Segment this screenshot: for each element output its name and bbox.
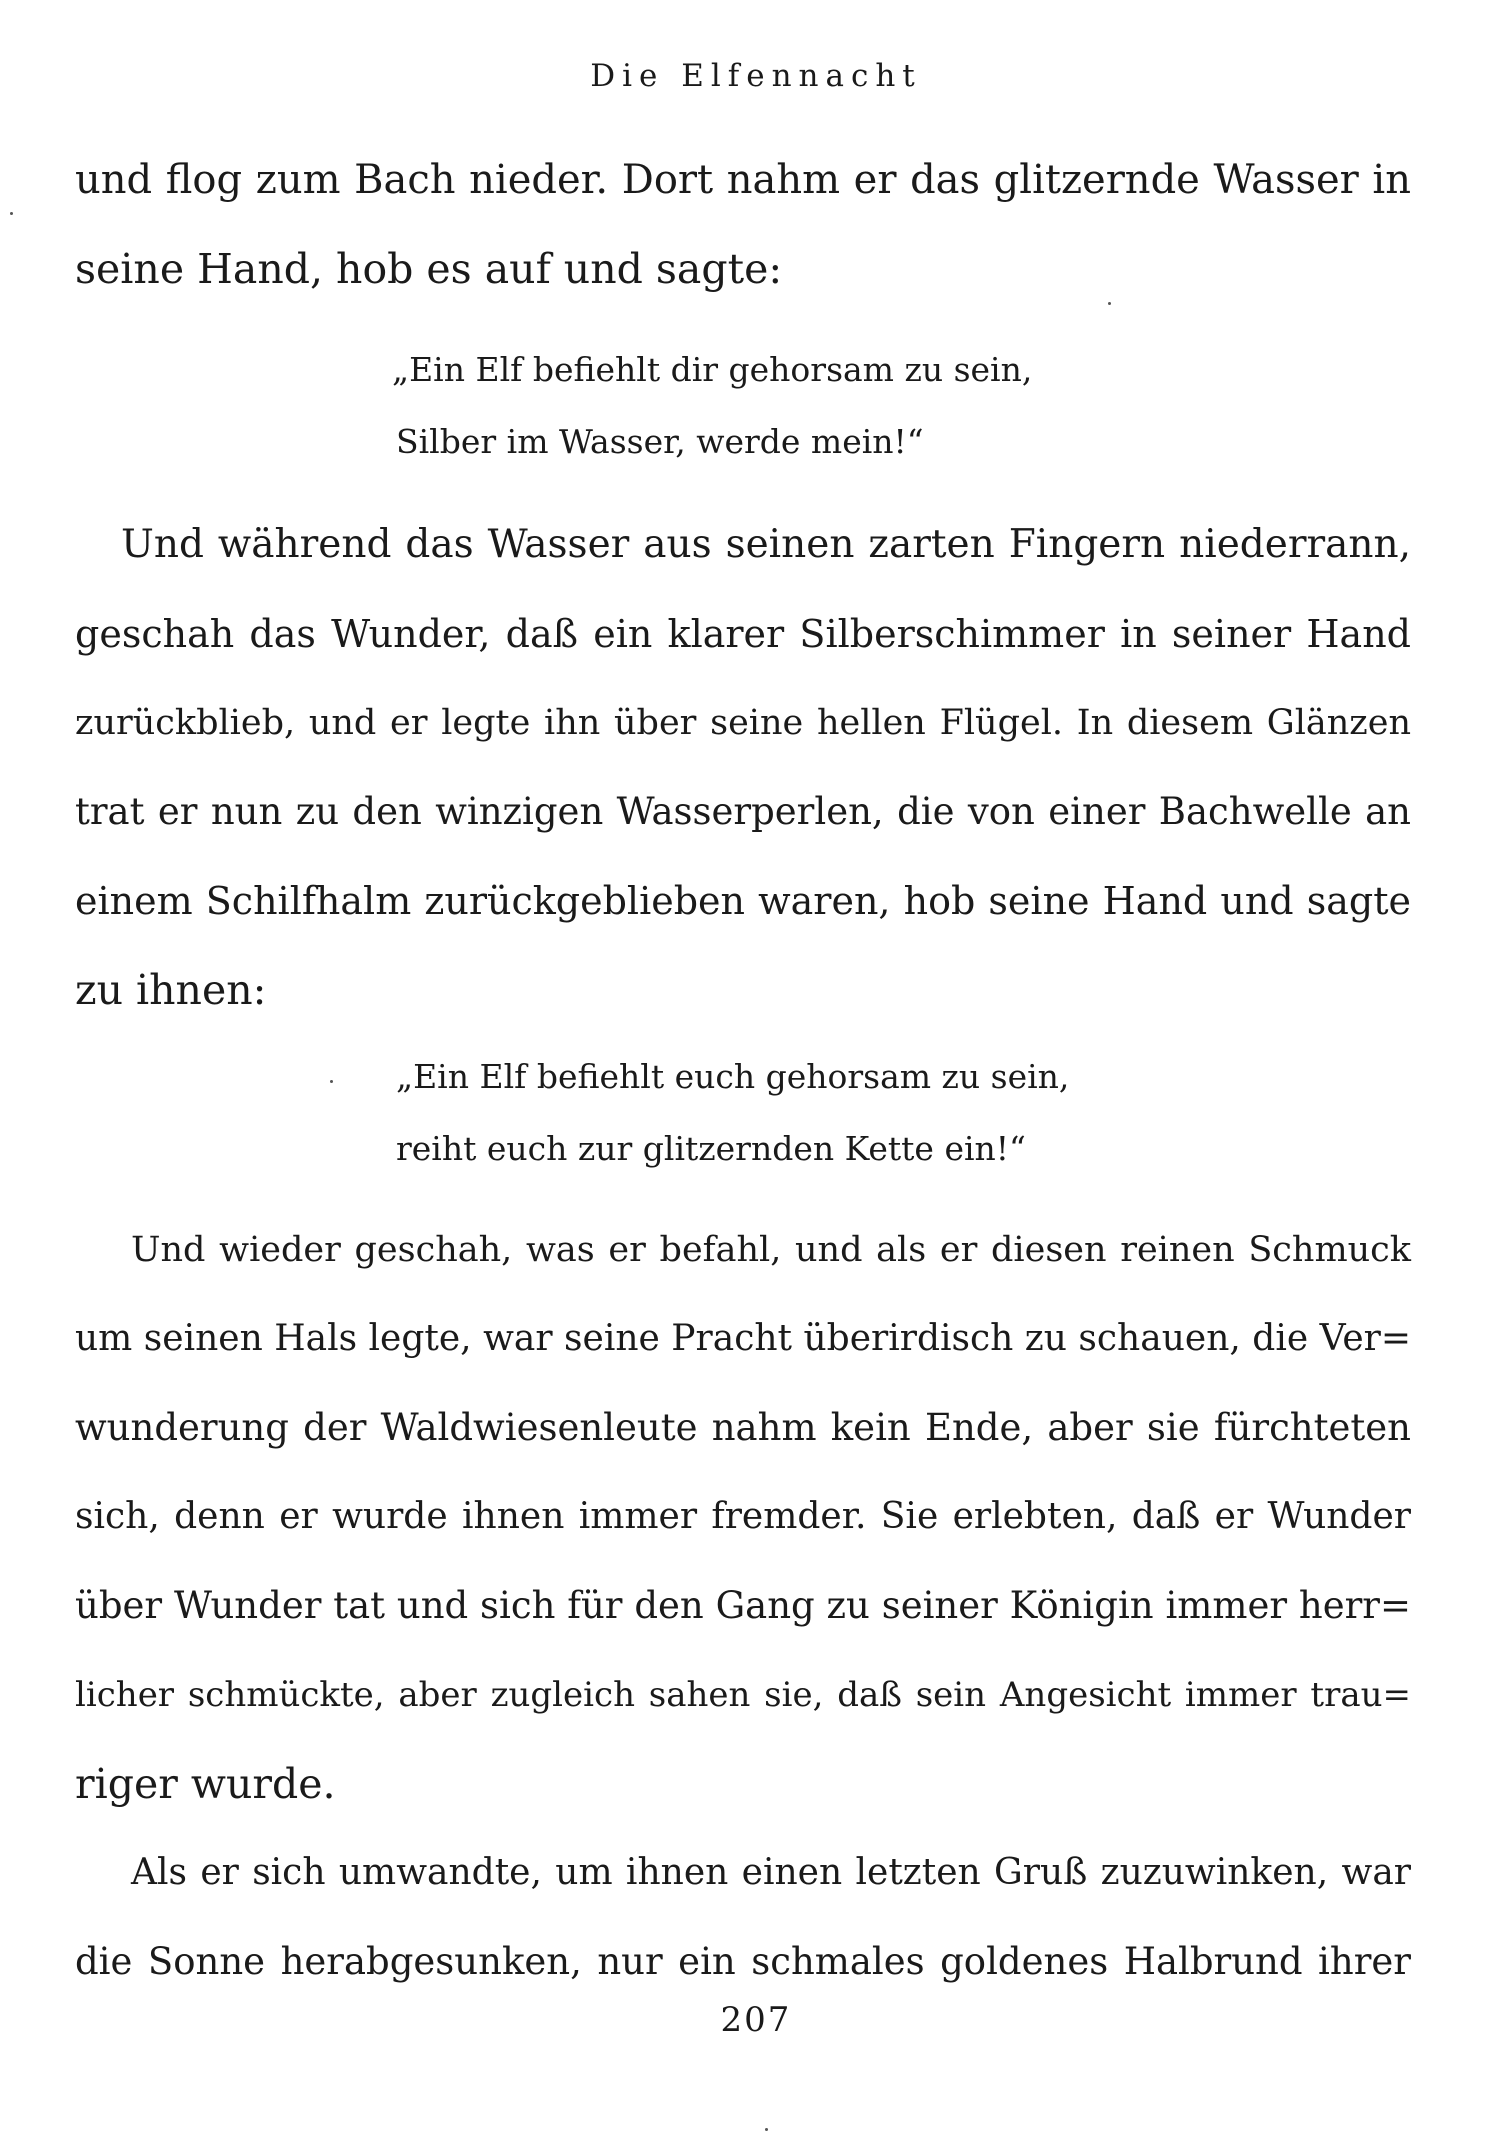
- text-line: zu ihnen:: [75, 966, 267, 1014]
- text-line: geschah das Wunder, daß ein klarer Silberschimmer in seiner Hand: [75, 612, 1411, 656]
- scan-speck: [10, 212, 13, 215]
- text-line: die Sonne herabgesunken, nur ein schmales goldenes Halbrund ihrer: [75, 1940, 1411, 1983]
- text-line: riger wurde.: [75, 1760, 336, 1808]
- text-line: einem Schilfhalm zurückgeblieben waren, hob seine Hand und sagte: [75, 879, 1411, 923]
- text-line: seine Hand, hob es auf und sagte:: [75, 245, 783, 293]
- scan-speck: [1108, 302, 1111, 305]
- text-line: und flog zum Bach nieder. Dort nahm er das glitzernde Wasser in: [75, 157, 1411, 203]
- page-number: 207: [720, 2000, 792, 2040]
- scan-speck: [330, 1080, 333, 1083]
- text-line: Als er sich umwandte, um ihnen einen letzten Gruß zuzuwinken, war: [131, 1852, 1411, 1893]
- text-line: sich, denn er wurde ihnen immer fremder. Sie erlebten, daß er Wunder: [75, 1496, 1411, 1537]
- verse-line: „Ein Elf befiehlt euch gehorsam zu sein,: [396, 1057, 1070, 1096]
- text-line: licher schmückte, aber zugleich sahen sie, daß sein Angesicht immer trau=: [75, 1675, 1411, 1715]
- scan-speck: [765, 2128, 768, 2131]
- text-line: wunderung der Waldwiesenleute nahm kein Ende, aber sie fürchteten: [75, 1406, 1411, 1449]
- text-line: über Wunder tat und sich für den Gang zu seiner Königin immer herr=: [75, 1584, 1411, 1627]
- running-head: Die Elfennacht: [590, 58, 922, 94]
- verse-line: reiht euch zur glitzernden Kette ein!“: [396, 1129, 1026, 1168]
- text-line: zurückblieb, und er legte ihn über seine hellen Flügel. In diesem Glänzen: [75, 703, 1411, 743]
- verse-line: Silber im Wasser, werde mein!“: [396, 422, 924, 461]
- text-line: um seinen Hals legte, war seine Pracht überirdisch zu schauen, die Ver=: [75, 1318, 1411, 1359]
- text-line: Und während das Wasser aus seinen zarten Fingern niederrann,: [121, 522, 1411, 567]
- text-line: Und wieder geschah, was er befahl, und als er diesen reinen Schmuck: [131, 1230, 1411, 1270]
- text-line: trat er nun zu den winzigen Wasserperlen, die von einer Bachwelle an: [75, 790, 1411, 833]
- verse-line: „Ein Elf befiehlt dir gehorsam zu sein,: [392, 350, 1033, 389]
